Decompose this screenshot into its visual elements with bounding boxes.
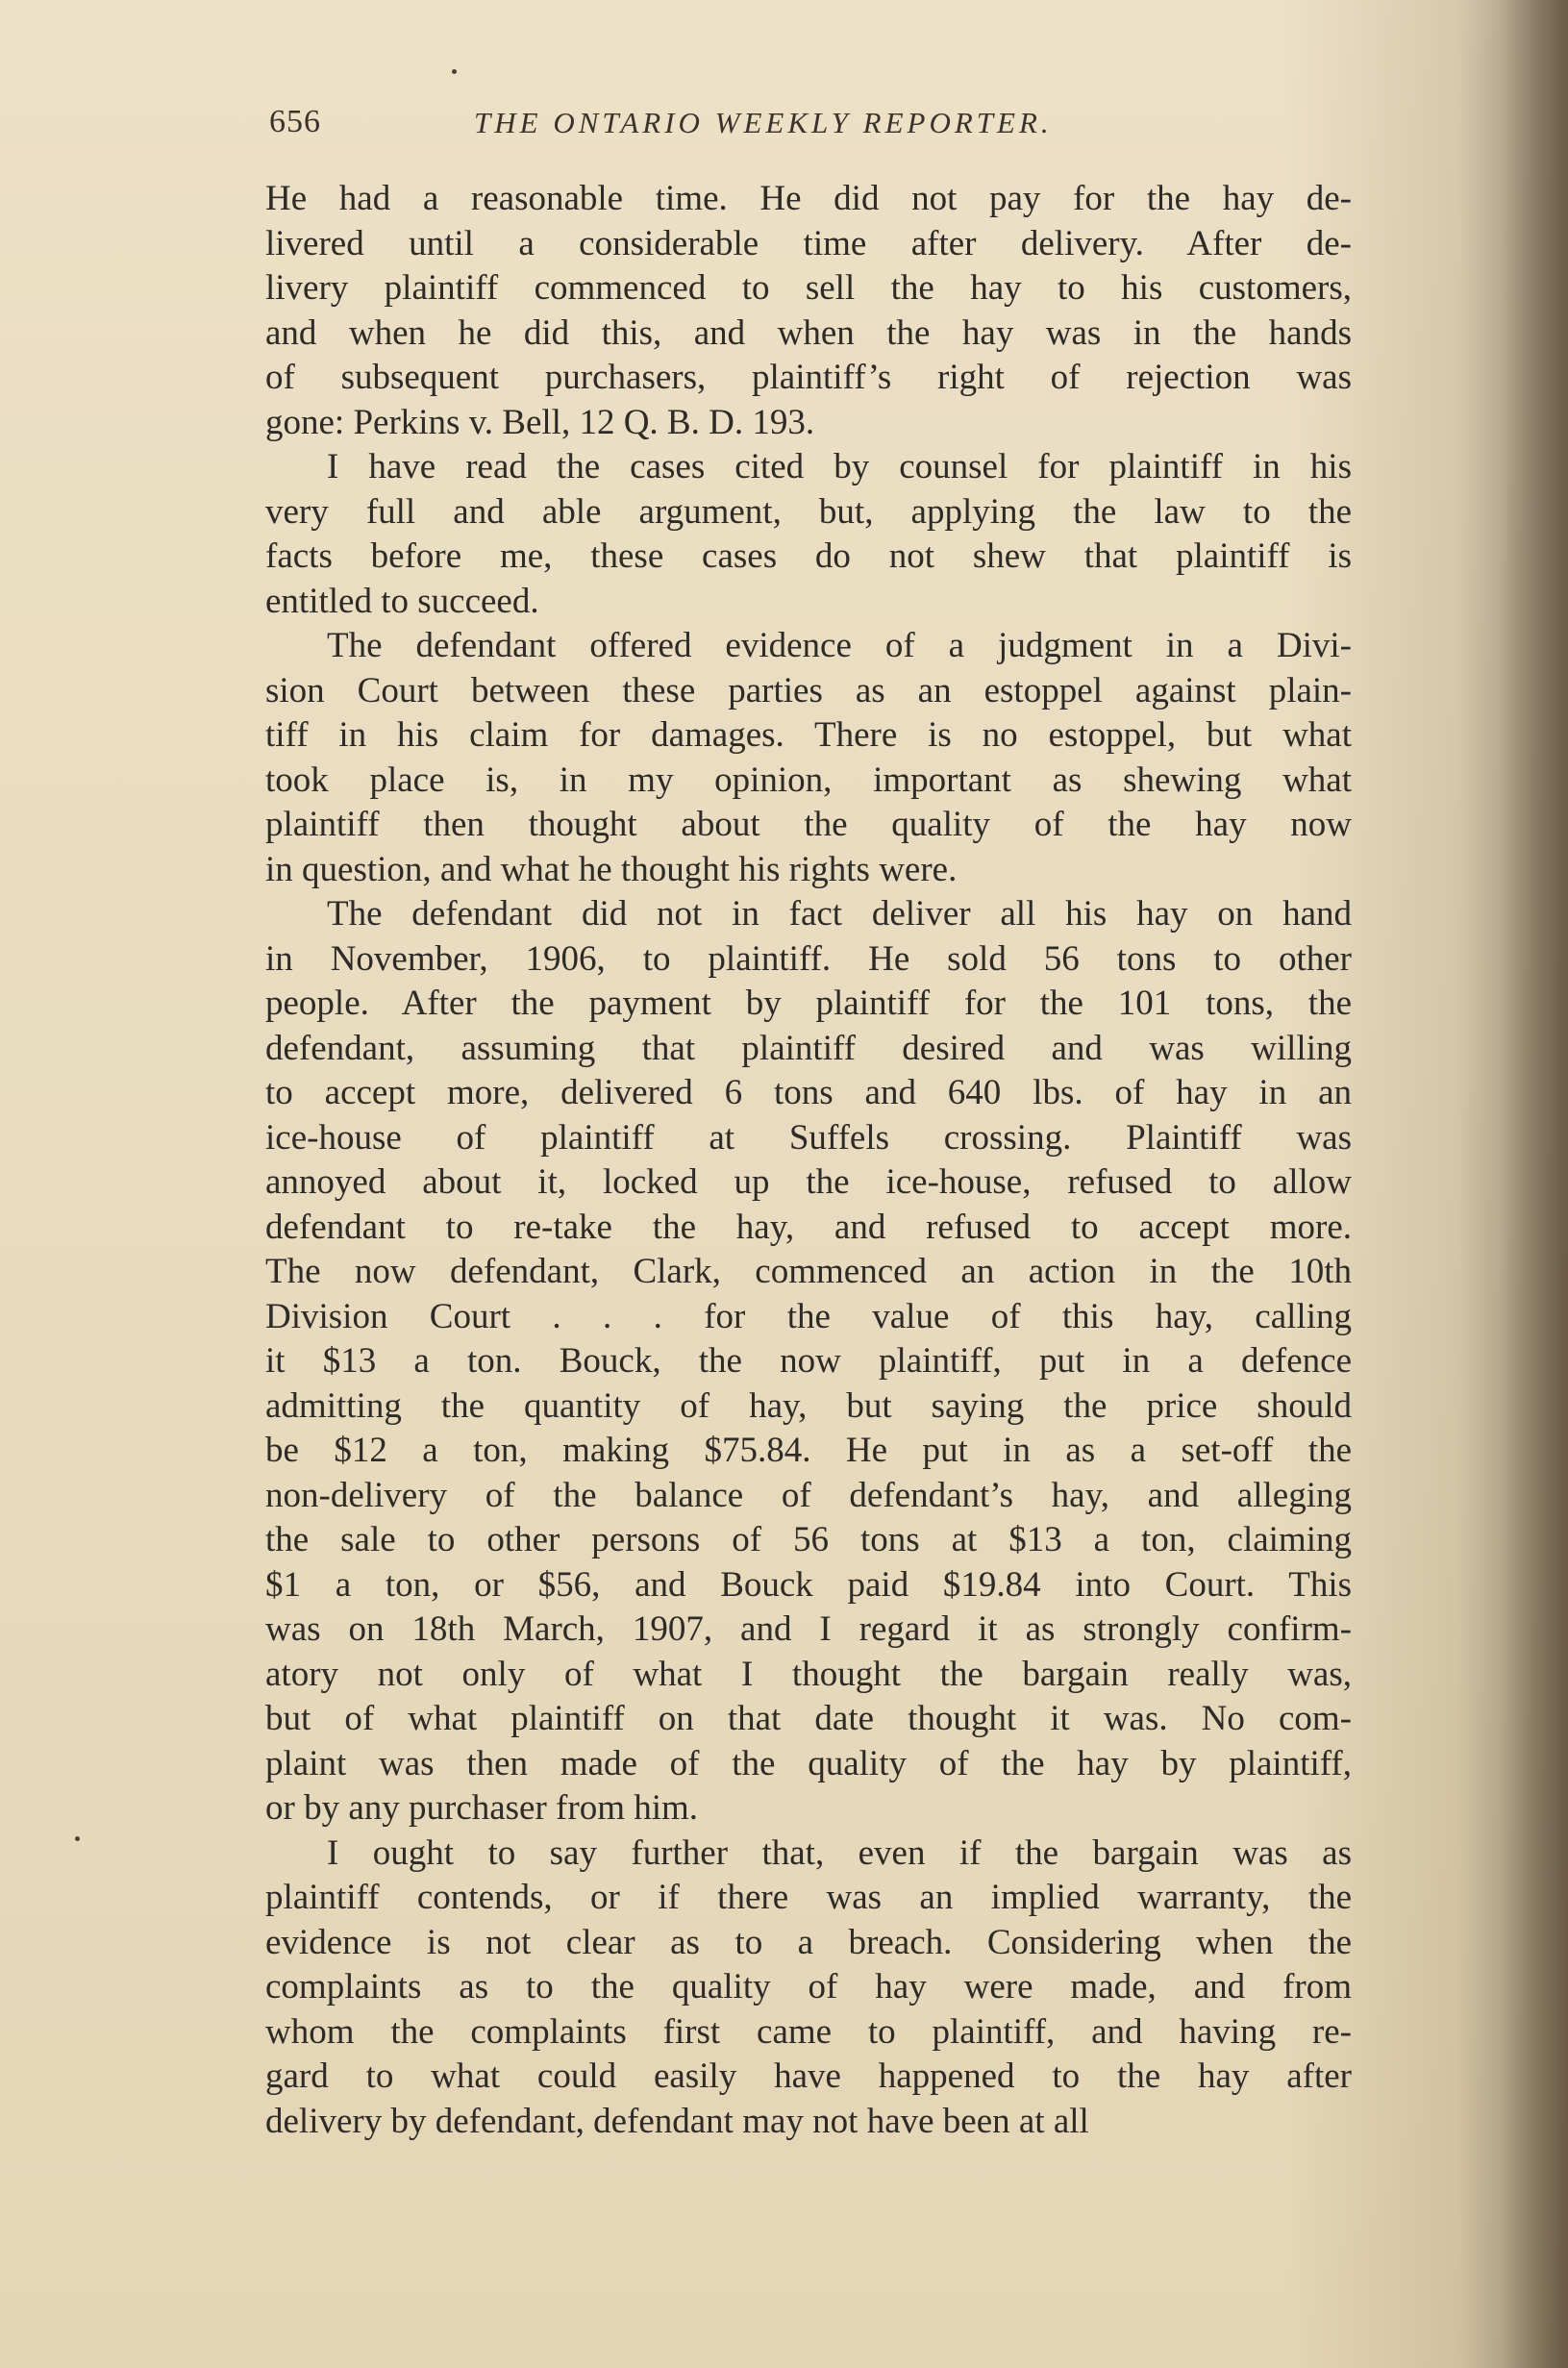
paragraph bbox=[265, 445, 1352, 624]
text-line: but of what plaintiff on that date thought it was. No com- bbox=[265, 1699, 1352, 1738]
text-line: livered until a considerable time after delivery. After de- bbox=[265, 223, 1352, 263]
text-line: delivery by defendant, defendant may not have been at all bbox=[265, 2101, 1089, 2141]
text-line: annoyed about it, locked up the ice-house, refused to allow bbox=[265, 1162, 1352, 1202]
text-line: defendant, assuming that plaintiff desired and was willing bbox=[265, 1028, 1352, 1068]
text-line: plaintiff contends, or if there was an implied warranty, the bbox=[265, 1878, 1352, 1917]
text-line: was on 18th March, 1907, and I regard it as strongly confirm- bbox=[265, 1609, 1352, 1649]
paragraph bbox=[265, 624, 1352, 892]
text-line: in question, and what he thought his rights were. bbox=[265, 849, 958, 889]
running-title: THE ONTARIO WEEKLY REPORTER. bbox=[474, 106, 1053, 139]
body-text bbox=[265, 177, 1352, 2144]
paper-speck bbox=[452, 69, 457, 74]
page-header bbox=[258, 104, 1363, 150]
text-line: He had a reasonable time. He did not pay for the hay de- bbox=[265, 179, 1352, 218]
text-line: Division Court . . . for the value of this hay, calling bbox=[265, 1296, 1352, 1336]
text-line: I ought to say further that, even if the bargain was as bbox=[327, 1832, 1352, 1873]
text-line: and when he did this, and when the hay was in the hands bbox=[265, 312, 1352, 353]
text-line: evidence is not clear as to a breach. Considering when the bbox=[265, 1922, 1352, 1962]
text-line: gone: Perkins v. Bell, 12 Q. B. D. 193. bbox=[265, 402, 815, 442]
text-line: I have read the cases cited by counsel for plaintiff in his bbox=[327, 447, 1352, 486]
text-line: be $12 a ton, making $75.84. He put in as a set-off the bbox=[265, 1431, 1352, 1470]
text-line: tiff in his claim for damages. There is no estoppel, but what bbox=[265, 715, 1352, 755]
text-line: gard to what could easily have happened to the hay after bbox=[265, 2056, 1352, 2096]
text-line: defendant to re-take the hay, and refused to accept more. bbox=[265, 1207, 1352, 1247]
text-line: people. After the payment by plaintiff for the 101 tons, the bbox=[265, 984, 1352, 1023]
text-line: facts before me, these cases do not shew that plaintiff is bbox=[265, 536, 1352, 576]
text-line: whom the complaints first came to plaintiff, and having re- bbox=[265, 2011, 1352, 2052]
text-line: livery plaintiff commenced to sell the hay to his customers, bbox=[265, 268, 1352, 308]
text-line: complaints as to the quality of hay were made, and from bbox=[265, 1967, 1352, 2007]
text-line: plaintiff then thought about the quality of the hay now bbox=[265, 805, 1352, 844]
text-line: to accept more, delivered 6 tons and 640 lbs. of hay in an bbox=[265, 1073, 1352, 1112]
page-number: 656 bbox=[269, 104, 321, 139]
text-line: entitled to succeed. bbox=[265, 581, 539, 621]
text-line: The defendant did not in fact deliver all his hay on hand bbox=[327, 894, 1352, 934]
text-line: The now defendant, Clark, commenced an action in the 10th bbox=[265, 1252, 1352, 1291]
text-line: admitting the quantity of hay, but saying the price should bbox=[265, 1385, 1352, 1426]
text-line: sion Court between these parties as an estoppel against plain- bbox=[265, 670, 1352, 710]
paragraph bbox=[265, 892, 1352, 1832]
text-line: $1 a ton, or $56, and Bouck paid $19.84 into Court. This bbox=[265, 1564, 1352, 1605]
paper-speck bbox=[75, 1836, 80, 1841]
text-line: the sale to other persons of 56 tons at $13 a ton, claiming bbox=[265, 1520, 1352, 1559]
text-line: atory not only of what I thought the bargain really was, bbox=[265, 1654, 1352, 1694]
text-line: it $13 a ton. Bouck, the now plaintiff, put in a defence bbox=[265, 1341, 1352, 1381]
paragraph bbox=[265, 177, 1352, 445]
text-line: or by any purchaser from him. bbox=[265, 1788, 699, 1828]
text-line: of subsequent purchasers, plaintiff’s right of rejection was bbox=[265, 358, 1352, 397]
text-line: took place is, in my opinion, important as shewing what bbox=[265, 760, 1352, 800]
text-line: The defendant offered evidence of a judgment in a Divi- bbox=[327, 626, 1352, 665]
spine-shadow bbox=[1501, 0, 1568, 2368]
text-line: in November, 1906, to plaintiff. He sold 56 tons to other bbox=[265, 938, 1352, 979]
text-line: plaint was then made of the quality of the hay by plaintiff, bbox=[265, 1743, 1352, 1783]
text-line: ice-house of plaintiff at Suffels crossing. Plaintiff was bbox=[265, 1117, 1352, 1158]
paragraph bbox=[265, 1832, 1352, 2145]
text-line: very full and able argument, but, applying the law to the bbox=[265, 491, 1352, 532]
text-line: non-delivery of the balance of defendant’s hay, and alleging bbox=[265, 1475, 1352, 1515]
